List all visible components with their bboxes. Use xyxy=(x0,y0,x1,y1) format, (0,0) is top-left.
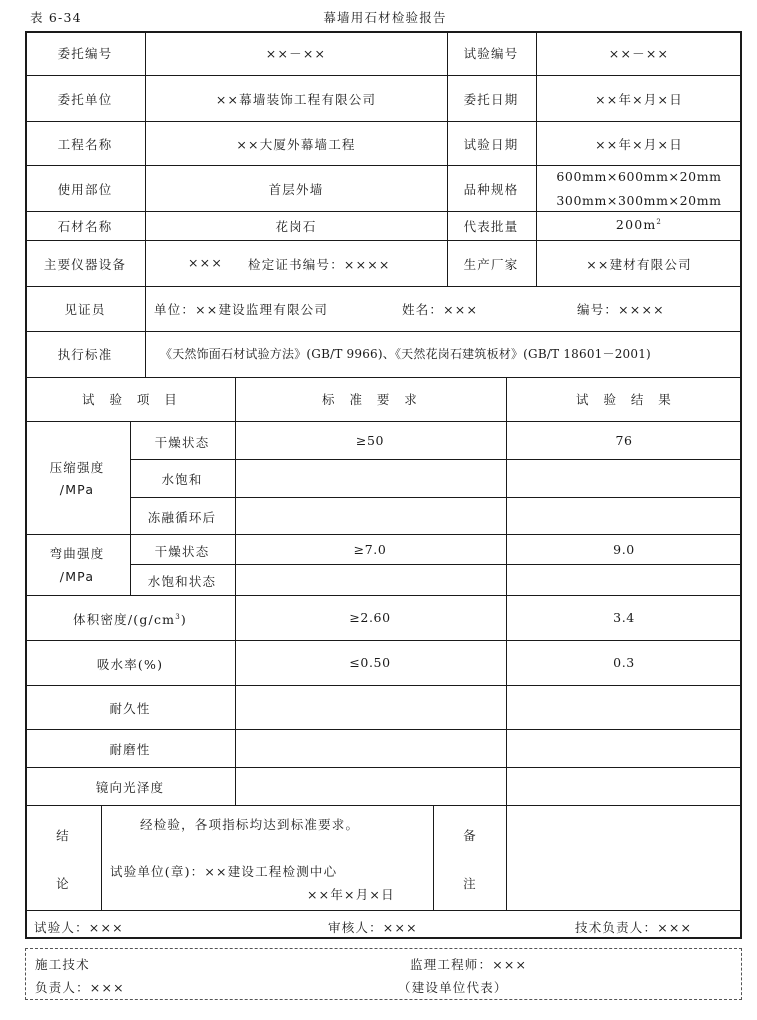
witness-label: 见证员 xyxy=(64,302,106,317)
standard-label: 执行标准 xyxy=(57,347,113,362)
witness-name: 姓名：××× xyxy=(402,302,479,317)
commission-date-value: ××年×月×日 xyxy=(595,92,683,107)
location-value: 首层外墙 xyxy=(268,182,324,197)
requirement-header: 标 准 要 求 xyxy=(322,392,418,407)
gloss-label: 镜向光泽度 xyxy=(95,780,165,795)
bending-result: 9.0 xyxy=(613,542,635,557)
durability-label: 耐久性 xyxy=(109,701,151,716)
supervisor-engineer: 监理工程师：××× xyxy=(410,957,528,972)
table-number: 表 6-34 xyxy=(30,10,82,25)
test-no-label: 试验编号 xyxy=(463,46,519,61)
witness-number: 编号：×××× xyxy=(577,302,665,317)
instrument-value: ××× xyxy=(188,255,224,270)
project-value: ××大厦外幕墙工程 xyxy=(236,137,356,152)
absorption-requirement: ≤0.50 xyxy=(349,655,391,670)
standard-value: 《天然饰面石材试验方法》(GB/T 9966)、《天然花岗石建筑板材》(GB/T 18601－2001) xyxy=(160,347,651,361)
density-label: 体积密度$/(g/cm^3)$ xyxy=(73,612,187,627)
remark-label: 备 xyxy=(463,828,477,843)
commission-no-label: 委托编号 xyxy=(57,46,113,61)
instrument-label: 主要仪器设备 xyxy=(43,257,127,272)
compression-condition: 冻融循环后 xyxy=(147,510,217,525)
tech-lead-signature: 技术负责人：××× xyxy=(575,920,693,935)
commission-date-label: 委托日期 xyxy=(463,92,519,107)
project-label: 工程名称 xyxy=(57,137,113,152)
reviewer-signature: 审核人：××× xyxy=(328,920,418,935)
batch-label: 代表批量 xyxy=(463,219,519,234)
report-table xyxy=(25,31,742,939)
compression-condition: 干燥状态 xyxy=(154,435,210,450)
client-value: ××幕墙装饰工程有限公司 xyxy=(215,92,377,107)
batch-value: $200m^2$ xyxy=(615,217,663,232)
absorption-label: 吸水率(%) xyxy=(96,657,164,672)
compression-result: 76 xyxy=(615,433,633,448)
bending-condition: 干燥状态 xyxy=(154,544,210,559)
abrasion-label: 耐磨性 xyxy=(109,742,151,757)
absorption-result: 0.3 xyxy=(613,655,635,670)
item-header: 试 验 项 目 xyxy=(82,392,178,407)
spec-value-2: 300mm×300mm×20mm xyxy=(556,193,722,208)
compression-condition: 水饱和 xyxy=(161,472,203,487)
cert-no: 检定证书编号：×××× xyxy=(248,257,391,272)
stone-label: 石材名称 xyxy=(57,219,113,234)
density-result: 3.4 xyxy=(613,610,635,625)
tester-signature: 试验人：××× xyxy=(34,920,124,935)
lab-name: 试验单位(章)：××建设工程检测中心 xyxy=(110,864,338,879)
test-date-value: ××年×月×日 xyxy=(595,137,683,152)
location-label: 使用部位 xyxy=(57,182,113,197)
owner-representative: （建设单位代表） xyxy=(398,980,508,995)
witness-unit: 单位：××建设监理有限公司 xyxy=(154,302,329,317)
remark-label: 注 xyxy=(463,876,477,891)
bending-unit: /MPa xyxy=(59,569,95,584)
stone-value: 花岗石 xyxy=(275,219,317,234)
commission-no-value: ××－×× xyxy=(265,46,327,61)
manufacturer-value: ××建材有限公司 xyxy=(586,257,692,272)
client-label: 委托单位 xyxy=(57,92,113,107)
conclusion-label: 论 xyxy=(56,876,70,891)
bending-condition: 水饱和状态 xyxy=(147,574,217,589)
conclusion-label: 结 xyxy=(56,828,70,843)
test-date-label: 试验日期 xyxy=(463,137,519,152)
compression-label: 压缩强度 xyxy=(49,460,105,475)
manufacturer-label: 生产厂家 xyxy=(463,257,519,272)
conclusion-date: ××年×月×日 xyxy=(307,887,395,902)
signature-footer xyxy=(25,948,742,1000)
compression-requirement: ≥50 xyxy=(355,433,385,448)
construction-lead: 负责人：××× xyxy=(35,980,125,995)
conclusion-text: 经检验，各项指标均达到标准要求。 xyxy=(140,817,360,832)
page-title: 幕墙用石材检验报告 xyxy=(323,10,447,25)
bending-requirement: ≥7.0 xyxy=(353,542,387,557)
density-requirement: ≥2.60 xyxy=(349,610,391,625)
result-header: 试 验 结 果 xyxy=(576,392,672,407)
spec-value-1: 600mm×600mm×20mm xyxy=(556,169,722,184)
test-no-value: ××－×× xyxy=(608,46,670,61)
bending-label: 弯曲强度 xyxy=(49,546,105,561)
construction-lead: 施工技术 xyxy=(35,957,90,972)
spec-label: 品种规格 xyxy=(463,182,519,197)
compression-unit: /MPa xyxy=(59,482,95,497)
